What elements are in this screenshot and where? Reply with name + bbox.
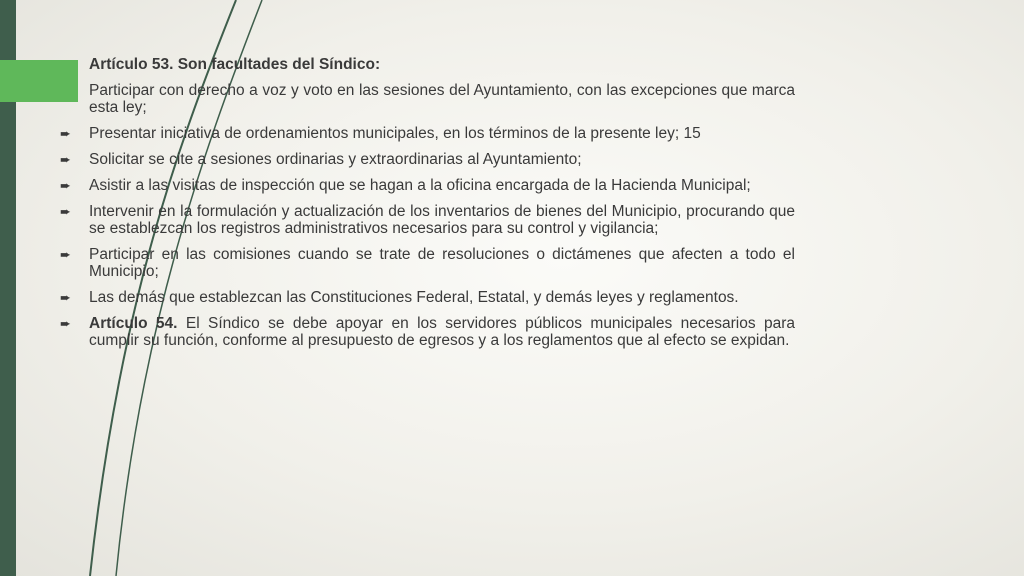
item-text: Las demás que establezcan las Constituciones Federal, Estatal, y demás leyes y reglamentos. — [89, 289, 739, 306]
article-heading: Artículo 53. Son facultades del Síndico: — [89, 56, 381, 73]
slide-content — [60, 56, 795, 358]
arrow-bullet-icon: ➨ — [60, 126, 71, 141]
list-item — [60, 177, 795, 194]
item-text — [89, 315, 795, 349]
item-text: Asistir a las visitas de inspección que se hagan a la oficina encargada de la Hacienda Municipal; — [89, 177, 751, 194]
item-text: Solicitar se cite a sesiones ordinarias y extraordinarias al Ayuntamiento; — [89, 151, 582, 168]
list-item — [60, 82, 795, 116]
arrow-bullet-icon: ➨ — [60, 178, 71, 193]
arrow-bullet-icon: ➨ — [60, 290, 71, 305]
item-text — [89, 56, 795, 73]
arrow-bullet-icon: ➨ — [60, 204, 71, 219]
list-item — [60, 203, 795, 237]
item-text: Presentar iniciativa de ordenamientos municipales, en los términos de la presente ley; 15 — [89, 125, 701, 142]
arrow-bullet-icon: ➨ — [60, 316, 71, 331]
list-item — [60, 125, 795, 142]
item-text: Intervenir en la formulación y actualización de los inventarios de bienes del Municipio, procurando que se establezcan los registros administrativos necesarios para su control y vigilancia; — [89, 203, 795, 237]
list-item — [60, 151, 795, 168]
item-text: Participar con derecho a voz y voto en las sesiones del Ayuntamiento, con las excepciones que marca esta ley; — [89, 82, 795, 116]
list-item — [60, 315, 795, 349]
list-item — [60, 289, 795, 306]
article-heading: Artículo 54. — [89, 315, 178, 332]
item-text: Participar en las comisiones cuando se trate de resoluciones o dictámenes que afecten a todo el Municipio; — [89, 246, 795, 280]
list-item — [60, 56, 795, 73]
arrow-bullet-icon: ➨ — [60, 247, 71, 262]
list-item — [60, 246, 795, 280]
article-body: El Síndico se debe apoyar en los servidores públicos municipales necesarios para cumplir su función, conforme al presupuesto de egresos y a los reglamentos que al efecto se expidan. — [89, 315, 795, 349]
arrow-bullet-icon: ➨ — [60, 152, 71, 167]
